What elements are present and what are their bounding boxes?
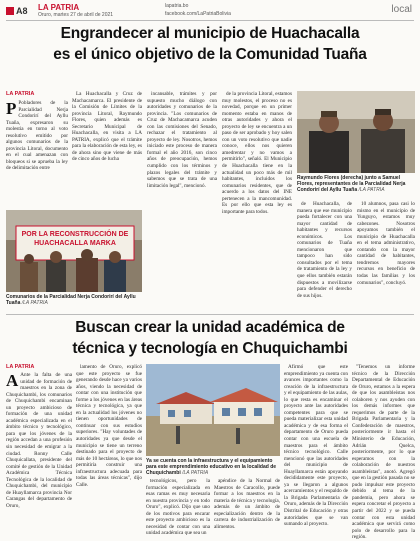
story1-column-7 [357,201,415,311]
story2-column-3 [146,478,210,537]
protest-sign-line1: POR LA RECONSTRUCCIÓN DE [21,231,129,238]
story1-column-1 [6,100,68,208]
photo-credit: /LA PATRIA [21,300,48,307]
photo-credit: /LA PATRIA [358,187,385,194]
page-number [6,6,28,16]
protest-sign-line2: HUACHACALLA MARKA [34,240,116,247]
dropcap: P [6,99,17,118]
story2-column-5 [284,364,348,530]
caption-text: Ya se cuenta con la infraestructura y el equipamiento para este emprendimiento educativo en la localidad de Chuquichambi [146,458,277,477]
section-label: local [391,4,412,15]
story2-column-2 [76,364,142,530]
story1-text-1: Pobladores de la Parcialidad Nerja Condorirí del Ayllu Tuaña, expresaron su molestia en torno al voto resolutivo emitido por algunos comunarios de la provincia Litoral, documento en el cual amenazan con bloqueos si se aprueba la ley de delimitación entre [6,100,68,172]
dateline: Oruro, martes 27 de abril de 2021 [38,12,114,18]
story1-text-6: de Huachacalla, de manera que ese municipio pueda fortalecer con una mayor cantidad de habitantes y recursos económicos. Los comunarios de Tuaña mencionaron que tampoco han sido consultados por el tema de tratamiento de la ley y que ellos también estarán dispuestos a movilizarse para defender el derecho de sus hijos. [297,201,352,299]
caption-text: Raymundo Flores (derecha) junto a Samuel Flores, representantes de la Parcialidad Nerja Condorirí del Ayllu Tuaña [297,175,406,194]
page-marker-icon [6,7,14,15]
story1-photo-1 [6,210,142,292]
story1-column-3 [147,91,217,311]
story1-headline-line2: es el único objetivo de la Comunidad Tuaña [53,46,367,63]
story1-photo-2-caption [297,175,415,194]
story-divider [6,314,414,315]
story1-column-2 [72,91,142,208]
dropcap: A [6,371,19,390]
header-rule [6,20,414,21]
photo-credit: /LA PATRIA [182,470,209,477]
story2-byline: LA PATRIA [6,364,35,370]
story1-column-4 [222,91,292,311]
building-photo [146,364,280,456]
story1-photo-1-caption [6,294,142,306]
story2-column-4 [214,478,280,530]
page-label: A8 [16,6,28,16]
caption-text: Comunarios de la Parcialidad Nerja Condorirí del Ayllu Tuaña [6,294,136,307]
story1-text-2: La Huachacalla y Cruz de Machacamarca. El presidente de la Comisión de Límites de la provincia Litoral, Raymundo Flores, quien además es Secretario Municipal de Huachacalla, en visita a LA PATRIA, explicó que el trámite para la elaboración de esta ley, es de ahora sino que viene de más de cinco años de lucha [72,91,142,163]
story2-text-4: apéndice de la Normal de Maestros de Caracollo, puede formar a los maestros en la materia de técnica y tecnología, además de un ámbito de especialización dentro de la carrera de industrialización de alimentos. [214,478,280,530]
story1-text-7: 10 alumnos, pasa casi lo mismo en el municipio de Yunguyo, estamos muy cabezones. Nosotros apoyamos también el municipio de Huachacalla en el tema administrativo, contando con la mayor cantidad de habitantes, tendremos mayores recursos en beneficio de todas las familias y los comunarios", concluyó. [357,201,415,286]
website: lapatria.bo [165,3,189,9]
story2-text-2: lamento de Oruro, explicó que este proyecto se fue generando desde hace ya varios años, viendo la necesidad de contar con una institución que forme a los jóvenes en las áreas técnica y tecnológica, ya que en la actualidad los jóvenes no tienen oportunidades de continuar con sus estudios superiores. "Hay voluntades de autoridades ya que desde el municipio se tiene un terreno destinado para el proyecto de más de 10 hectáreas, lo que nos permitiría construir una infraestructura adecuada para todas las áreas técnicas", dijo Calle. [76,364,142,488]
story2-column-1 [6,372,72,530]
story1-column-6 [297,201,352,311]
story2-text-1: Ante la falta de una unidad de formación de maestros en la zona de Chuquichambi, los comunarios de Chuquichambi encaminan un proyecto ambicioso de formación de una unidad académica especializada en el ámbito técnico y tecnológico, para que los jóvenes de la región accedan a una profesión sin necesidad de emigrar a la ciudad. Ronny Calle Chuquicallata, presidente del comité de gestión de la Unidad Académica Técnica Tecnológica de la localidad de Chuquichambi, del municipio de Huayllamarca provincia Nor Carangas del departamento de Oruro, [6,372,72,509]
masthead: LA PATRIA [38,3,80,12]
story1-text-4: de la provincia Litoral, estamos muy molestos, el proceso no es novedad, porque en un primer momento estaba en manos de otras autoridades y ahora el proyecto de ley se encuentra a un paso de ser aprobado y hoy salen con un voto resolutivo que nadie conoce, ellos nos quieren amedrentar y no vamos a permitirlo", señaló. El Municipio de Huachacalla tiene en la actualidad un poco más de mil habitantes, incluidos los comunarios residentes, que de acuerdo a los datos del INE pertenecen a la mancomunidad. Es por ello que esta ley es importante para todos. [222,91,292,215]
protest-photo [6,210,142,292]
story1-headline-line1: Engrandecer al municipio de Huachacalla [60,25,360,42]
story2-text-6: "Tenemos un informe técnico de la Dirección Departamental de Educación de Oruro, estamos a la espera de que los asambleístas nos colaboren y nos ayuden con los demás informes que requerimos de parte de la Brigada Parlamentaria y la Confederación de maestros, posteriormente ir hasta el Ministerio de Educación, Adrián Quelca, posteriormente, por lo que esperamos con la colaboración de nuestros asambleístas", anotó. Agregó que en la gestión pasada no se pudo impulsar este proyecto debido al tema de la pandemia, pero ahora se espera concretar el proyecto a partir del 2022 y se pueda contar con esta unidad académica que servirá como polo de desarrollo para la región. [352,364,415,541]
facebook-link: facebook.com/LaPatriaBolivia [165,11,231,17]
story1-byline: LA PATRIA [6,91,35,97]
story2-photo [146,364,280,456]
story2-headline-line2: técnica y tecnología en Chuquichambi [72,340,348,357]
story2-column-6 [352,364,415,541]
story1-text-3: incansable, trámites y por supuesto mucho diálogo con autoridades y comunarios de la provincia. "Los comunarios de Cruz de Machacamarca acuden con las comisiones del Senado, rechazar el tratamiento al proyecto de ley. Nosotros, hemos iniciado este proceso de manera formal el año 2016, son cinco años de preocupación, hemos cumplido con los términos y plazos legales del trámite y sabemos que se trata de una limitación legal", mencionó. [147,91,217,189]
protest-sign [20,230,130,248]
story1-photo-2 [297,91,415,173]
portrait-photo [297,91,415,173]
story2-headline-line1: Buscan crear la unidad académica de [75,319,345,336]
story2-text-3: tecnológicos, pero la formación especializada en esas ramas es muy necesaria en nuestra provincia y en todo Oruro", explicó. Dijo que uno de los motivos para encarar este proyecto ambicioso es la necesidad de contar con una unidad académica que sea un [146,478,210,537]
story2-text-5: Afirmó que este emprendimiento ya cuenta con avances importantes como la creación de la infraestructura y el equipamiento de las aulas, lo que resta es encaminar el proyecto ante las autoridades competentes para que se pueda materializar esta unidad académica y de esa forma el departamento de Oruro pueda contar con una escuela de maestros para el ámbito técnico tecnológico. Calle mencionó que las autoridades del municipio de Huayllamarca están apoyando decididamente este proyecto, ya se llegaron a algunos acercamientos y el respaldo de la Brigada Parlamentaria de Oruro, además de la Dirección Distrital de Educación y otras autoridades que se van sumando al proyecto. [284,364,348,528]
story2-photo-caption [146,458,280,477]
